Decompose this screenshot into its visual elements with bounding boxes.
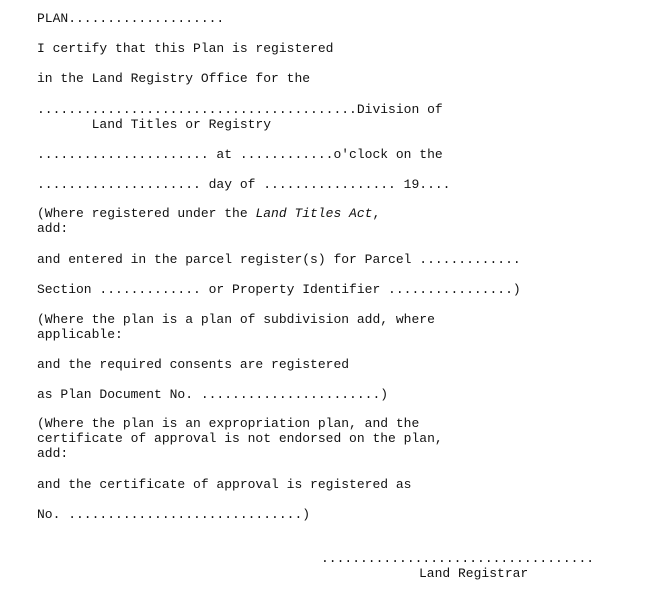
land-titles-act-name: Land Titles Act — [255, 206, 373, 221]
land-titles-note-prefix: (Where registered under the — [37, 206, 256, 221]
office-line: in the Land Registry Office for the — [37, 71, 311, 86]
signature-label: Land Registrar — [419, 566, 529, 581]
land-titles-note-add: add: — [37, 221, 69, 236]
approval-line: and the certificate of approval is registered as — [37, 477, 412, 492]
subdivision-note-line1: (Where the plan is a plan of subdivision add, where — [37, 312, 435, 327]
document-no-line: as Plan Document No. .......................) — [37, 387, 389, 402]
day-line: ..................... day of ................. 19.... — [37, 177, 451, 192]
plan-line: PLAN.................... — [37, 11, 225, 26]
expropriation-note-line3: add: — [37, 446, 69, 461]
expropriation-note-line2: certificate of approval is not endorsed on the plan, — [37, 431, 443, 446]
land-titles-line: Land Titles or Registry — [37, 117, 272, 132]
parcel-line: and entered in the parcel register(s) for Parcel ............. — [37, 252, 521, 267]
consents-line: and the required consents are registered — [37, 357, 350, 372]
division-line: .........................................Division of — [37, 102, 443, 117]
land-titles-note-suffix: , — [372, 206, 381, 221]
expropriation-note-line1: (Where the plan is an expropriation plan, and the — [37, 416, 420, 431]
land-titles-note — [37, 206, 380, 221]
section-line: Section ............. or Property Identifier ................) — [37, 282, 521, 297]
clock-line: ...................... at ............o'clock on the — [37, 147, 443, 162]
certify-line: I certify that this Plan is registered — [37, 41, 334, 56]
subdivision-note-line2: applicable: — [37, 327, 123, 342]
signature-line: ................................... — [321, 551, 595, 566]
no-line: No. ..............................) — [37, 507, 311, 522]
